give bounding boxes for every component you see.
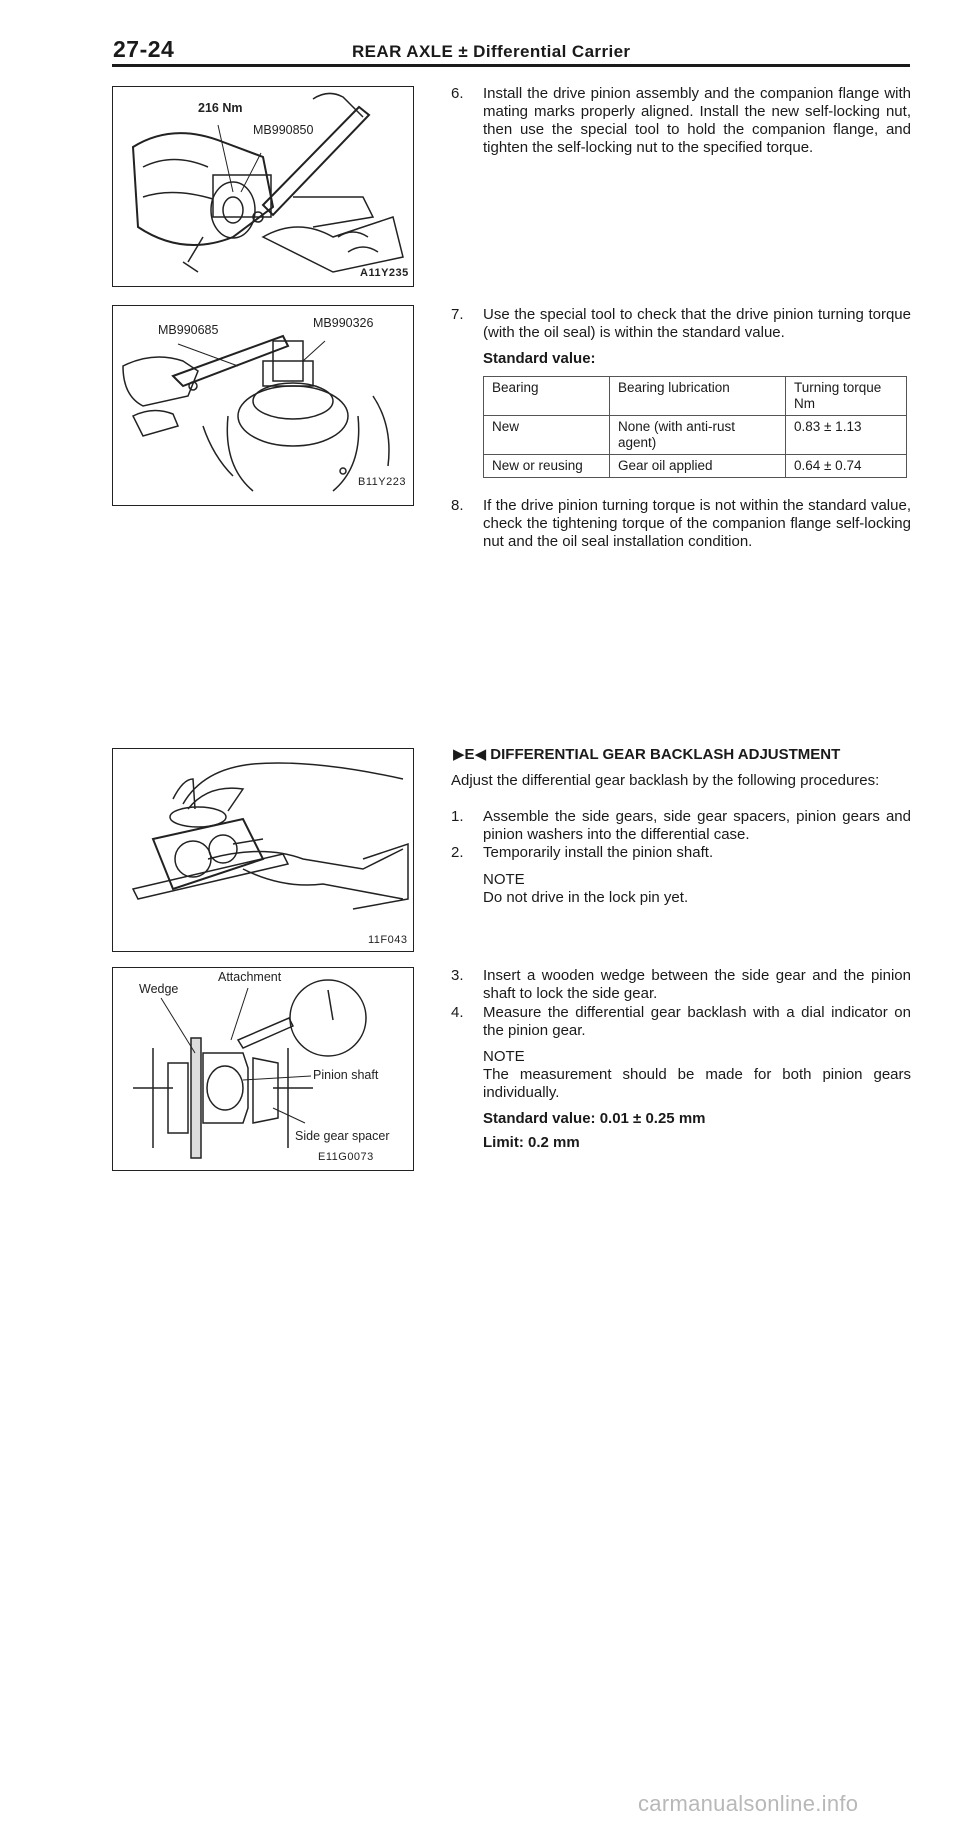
note-label: NOTE: [483, 871, 525, 888]
step-8: [451, 497, 911, 557]
section-heading: [453, 746, 840, 764]
table-row: [484, 416, 907, 455]
turning-torque-table: [483, 376, 907, 478]
step-number: 4.: [451, 1004, 464, 1021]
step-number: 8.: [451, 497, 464, 514]
table-cell: Gear oil applied: [610, 455, 786, 478]
note-text: The measurement should be made for both pinion gears individually.: [483, 1066, 911, 1101]
standard-value: Standard value: 0.01 ± 0.25 mm: [483, 1110, 706, 1127]
page-number: 27-24: [113, 36, 175, 62]
step-1: [451, 808, 911, 848]
label-wedge: Wedge: [139, 982, 179, 996]
label-torque-value: 216 Nm: [198, 101, 243, 115]
note-label: NOTE: [483, 1048, 525, 1065]
heading-text: DIFFERENTIAL GEAR BACKLASH ADJUSTMENT: [490, 746, 841, 763]
illustration-companion-flange-torque: [113, 87, 413, 286]
triangle-left-icon: ◀: [474, 746, 487, 763]
step-number: 3.: [451, 967, 464, 984]
figure-code: 11F043: [368, 934, 408, 946]
step-number: 6.: [451, 85, 464, 102]
step-text: Insert a wooden wedge between the side gear and the pinion shaft to lock the side gear.: [483, 967, 911, 1002]
limit-value: Limit: 0.2 mm: [483, 1134, 580, 1151]
triangle-right-icon: ▶: [453, 746, 465, 763]
table-header-cell: Bearing: [484, 377, 610, 416]
note-text: Do not drive in the lock pin yet.: [483, 889, 689, 906]
label-side-gear-spacer: Side gear spacer: [295, 1129, 390, 1143]
step-text: If the drive pinion turning torque is not within the standard value, check the tightening torque of the companion flange self-locking nut and the oil seal installation condition.: [483, 497, 911, 550]
step-number: 2.: [451, 844, 464, 861]
table-header-row: [484, 377, 907, 416]
step-6: [451, 85, 911, 175]
figure-code: B11Y223: [358, 476, 406, 488]
figure-code: A11Y235: [360, 267, 409, 279]
figure-code-prefix: E: [318, 1151, 326, 1163]
figure-code: [318, 1151, 374, 1163]
label-tool-mb990685: MB990685: [158, 323, 219, 337]
step-number: 7.: [451, 306, 464, 323]
table-cell: 0.64 ± 0.74: [786, 455, 907, 478]
step-text: Measure the differential gear backlash with a dial indicator on the pinion gear.: [483, 1004, 911, 1039]
step-4: [451, 1004, 911, 1044]
illustration-gear-assembly: [113, 749, 413, 951]
step-text: Temporarily install the pinion shaft.: [483, 844, 714, 861]
standard-value-label: Standard value:: [483, 350, 596, 367]
step-text: Install the drive pinion assembly and the companion flange with mating marks properly aligned. Install the new self-locking nut, then use the special tool to hold the companion flange, and tighten the self-locking nut to the specified torque.: [483, 85, 911, 156]
table-cell: 0.83 ± 1.13: [786, 416, 907, 455]
page-title: REAR AXLE ± Differential Carrier: [352, 42, 631, 61]
step-text: Use the special tool to check that the drive pinion turning torque (with the oil seal) is within the standard value.: [483, 306, 911, 341]
label-tool-mb990326: MB990326: [313, 316, 374, 330]
label-tool-mb990850: MB990850: [253, 123, 314, 137]
table-cell: New: [484, 416, 610, 455]
table-cell: None (with anti-rust agent): [610, 416, 786, 455]
table-header-cell: Bearing lubrication: [610, 377, 786, 416]
figure-torque-tightening: [112, 86, 414, 287]
label-attachment: Attachment: [218, 970, 282, 984]
step-3: [451, 967, 911, 1007]
figure-turning-torque-check: [112, 305, 414, 506]
intro-paragraph: Adjust the differential gear backlash by the following procedures:: [451, 772, 880, 789]
step-number: 1.: [451, 808, 464, 825]
table-header-cell: Turning torque Nm: [786, 377, 907, 416]
figure-gear-assembly: [112, 748, 414, 952]
label-pinion-shaft: Pinion shaft: [313, 1068, 379, 1082]
step-2: [451, 844, 911, 864]
table-cell: New or reusing: [484, 455, 610, 478]
header-rule: [112, 64, 910, 67]
step-7: [451, 306, 911, 346]
heading-marker: E: [464, 746, 475, 763]
figure-code-number: 11G0073: [325, 1151, 374, 1163]
table-row: [484, 455, 907, 478]
step-text: Assemble the side gears, side gear spacers, pinion gears and pinion washers into the differential case.: [483, 808, 911, 843]
figure-backlash-measurement: [112, 967, 414, 1171]
watermark: carmanualsonline.info: [638, 1791, 859, 1816]
